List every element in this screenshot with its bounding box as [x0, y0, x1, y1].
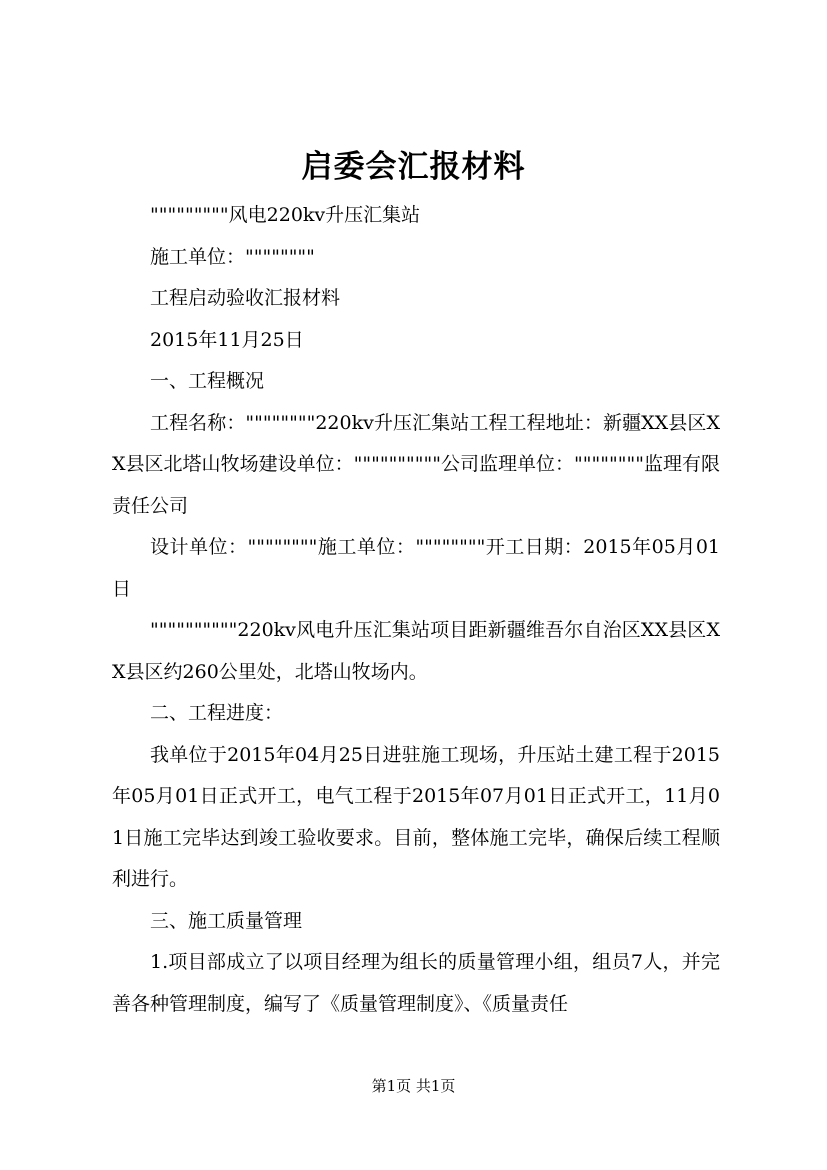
- paragraph-date: 2015年11月25日: [150, 328, 304, 351]
- paragraph-construction-unit: 施工单位："""""""": [150, 245, 315, 268]
- section-heading-quality: 三、施工质量管理: [150, 909, 303, 932]
- document-title: 启委会汇报材料: [301, 149, 526, 185]
- paragraph-quality-team: 1.项目部成立了以项目经理为组长的质量管理小组，组员7人，并完善各种管理制度，编写了《质量管理制度》、《质量责任: [112, 951, 720, 1015]
- section-heading-overview: 一、工程概况: [150, 370, 265, 392]
- paragraph-subtitle: 工程启动验收汇报材料: [150, 287, 341, 309]
- paragraph-location: """"""""""220kv风电升压汇集站项目距新疆维吾尔自治区XX县区XX县区约260公里处，北塔山牧场内。: [112, 619, 720, 683]
- paragraph-project-info: 工程名称：""""""""220kv升压汇集站工程工程地址：新疆XX县区XX县区北塔山牧场建设单位：""""""""""公司监理单位：""""""""监理有限责任公司: [112, 411, 720, 517]
- document-body: [112, 195, 720, 1025]
- page-footer: 第1页 共1页: [371, 1077, 456, 1095]
- paragraph-project-name: """""""""风电220kv升压汇集站: [150, 204, 421, 226]
- section-heading-progress: 二、工程进度：: [150, 702, 284, 724]
- paragraph-progress: 我单位于2015年04月25日进驻施工现场，升压站土建工程于2015年05月01日正式开工，电气工程于2015年07月01日正式开工，11月01日施工完毕达到竣工验收要求。目前，整体施工完毕，确保后续工程顺利进行。: [112, 743, 720, 890]
- paragraph-design-unit: 设计单位：""""""""施工单位：""""""""开工日期：2015年05月01日: [112, 536, 720, 600]
